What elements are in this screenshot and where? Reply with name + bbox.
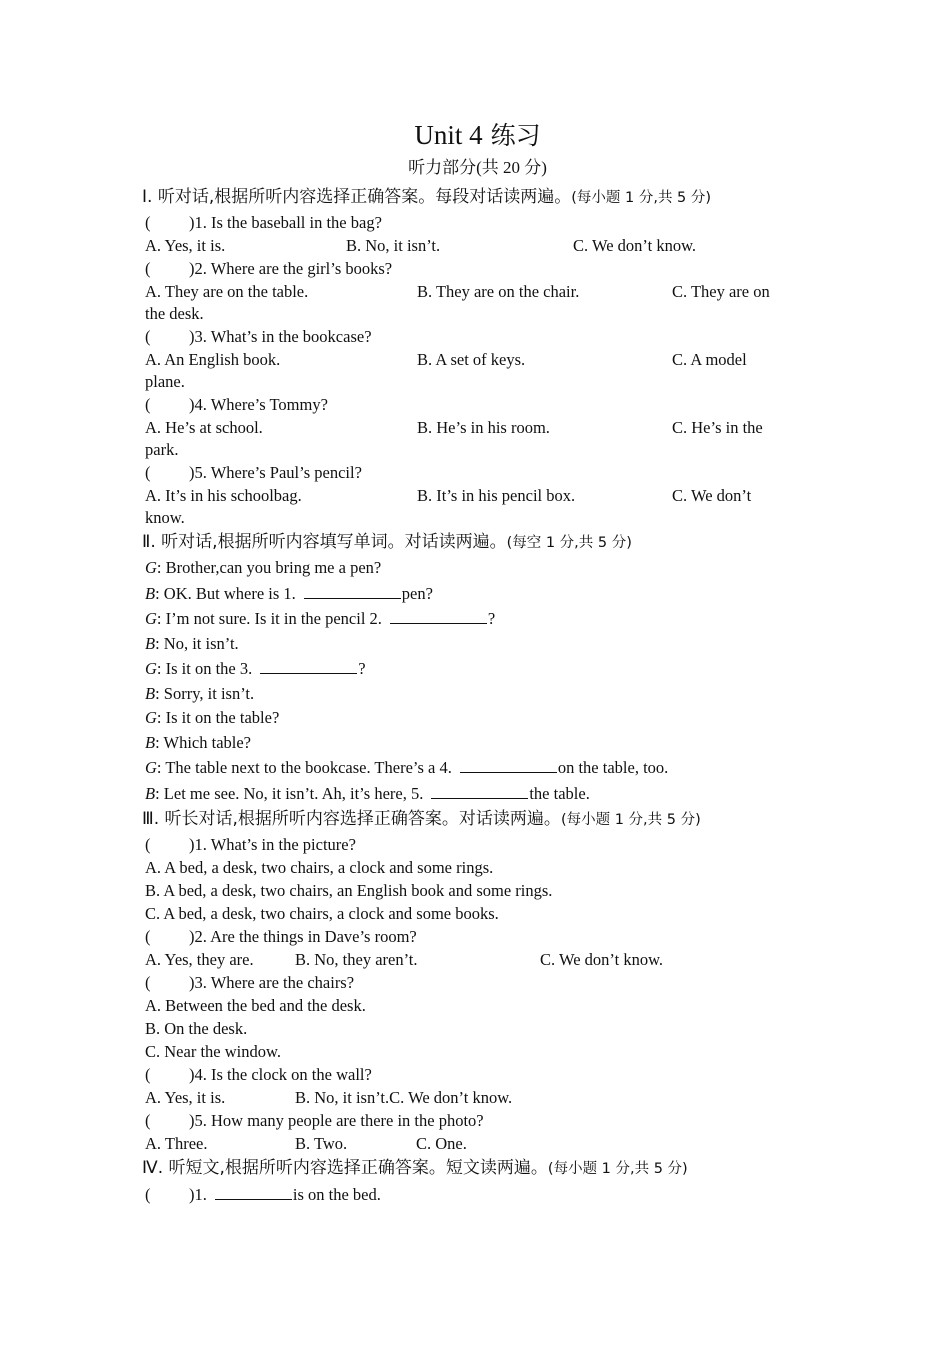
question-stem: )3. What’s in the bookcase? <box>189 327 372 346</box>
blank-s4-1[interactable] <box>215 1182 292 1200</box>
option-b: B. It’s in his pencil box. <box>417 486 576 505</box>
answer-paren[interactable]: ( <box>145 213 151 232</box>
speaker: B <box>145 732 156 752</box>
speaker: B <box>145 583 156 603</box>
option-c: C. One. <box>416 1134 467 1153</box>
question-stem: )2. Where are the girl’s books? <box>189 259 393 278</box>
blank-2[interactable] <box>390 606 487 624</box>
section-2-note: (每空 1 分,共 5 分) <box>506 535 632 551</box>
line-text: : I’m not sure. Is it in the pencil 2. <box>156 609 382 628</box>
option-c-continued: the desk. <box>145 304 204 323</box>
s1-question-2 <box>145 257 810 325</box>
answer-paren[interactable]: ( <box>145 463 151 482</box>
option-c: C. He’s in the <box>672 418 763 437</box>
line-text-after: ? <box>487 609 496 628</box>
section-2-heading <box>142 529 810 556</box>
subtitle-cn: 听力部分 <box>408 158 477 178</box>
option-c: C. A model <box>672 350 747 369</box>
dialogue-line <box>145 706 810 731</box>
section-4-heading <box>142 1155 810 1182</box>
subtitle-points: (共 20 分) <box>476 158 547 177</box>
option-b: B. They are on the chair. <box>417 282 580 301</box>
s1-question-5 <box>145 461 810 529</box>
dialogue-line <box>145 755 810 781</box>
question-stem: )1. What’s in the picture? <box>189 835 356 854</box>
page-title <box>145 118 810 153</box>
blank-5[interactable] <box>431 781 528 799</box>
section-3-note: (每小题 1 分,共 5 分) <box>560 812 701 828</box>
question-stem: )3. Where are the chairs? <box>189 973 355 992</box>
option-b: B. On the desk. <box>145 1019 248 1038</box>
option-b: B. No, it isn’t. <box>346 236 441 255</box>
dialogue-line <box>145 556 810 581</box>
section-2-title: Ⅱ. 听对话,根据所听内容填写单词。对话读两遍。 <box>142 532 507 552</box>
dialogue-line <box>145 632 810 657</box>
dialogue-line <box>145 581 810 607</box>
option-c: C. We don’t <box>672 486 752 505</box>
line-text: : OK. But where is 1. <box>155 583 296 603</box>
speaker: B <box>145 633 156 653</box>
answer-paren[interactable]: ( <box>145 1111 151 1130</box>
s3-question-4 <box>145 1063 810 1109</box>
line-text: : Let me see. No, it isn’t. Ah, it’s here, 5. <box>155 783 424 803</box>
option-a: A. Yes, they are. <box>145 950 254 969</box>
blank-3[interactable] <box>260 656 357 674</box>
option-c-continued: plane. <box>145 372 185 391</box>
blank-4[interactable] <box>460 755 557 773</box>
question-stem: )5. Where’s Paul’s pencil? <box>189 463 362 482</box>
question-stem: )4. Where’s Tommy? <box>189 395 328 414</box>
option-a: A. Three. <box>145 1134 208 1153</box>
option-a: A. Between the bed and the desk. <box>145 996 366 1015</box>
line-text: : Which table? <box>155 732 251 752</box>
dialogue-line <box>145 606 810 632</box>
worksheet-content <box>142 118 810 1206</box>
question-stem: )5. How many people are there in the photo? <box>189 1111 484 1130</box>
section-4-title: Ⅳ. 听短文,根据所听内容选择正确答案。短文读两遍。 <box>142 1158 548 1178</box>
option-b: B. He’s in his room. <box>417 418 550 437</box>
answer-paren[interactable]: ( <box>145 927 151 946</box>
option-b: B. A bed, a desk, two chairs, an English book and some rings. <box>145 881 553 900</box>
option-a: A. Yes, it is. <box>145 1088 226 1107</box>
speaker: G <box>145 609 157 628</box>
option-c-continued: know. <box>145 508 185 527</box>
blank-1[interactable] <box>304 581 401 599</box>
option-c: C. They are on <box>672 282 770 301</box>
dialogue-line <box>145 731 810 756</box>
title-cn: 练习 <box>490 121 541 150</box>
line-text: : Sorry, it isn’t. <box>155 683 255 703</box>
speaker: G <box>145 558 157 577</box>
s3-question-2 <box>145 925 810 971</box>
option-a: A. He’s at school. <box>145 418 263 437</box>
line-text: : Is it on the 3. <box>156 659 253 678</box>
answer-paren[interactable]: ( <box>145 835 151 854</box>
option-c: C. We don’t know. <box>540 950 664 969</box>
question-stem: )4. Is the clock on the wall? <box>189 1065 372 1084</box>
speaker: G <box>145 708 157 727</box>
answer-paren[interactable]: ( <box>145 259 151 278</box>
option-b: B. No, they aren’t. <box>295 950 418 969</box>
s3-question-1 <box>145 833 810 925</box>
s1-question-3 <box>145 325 810 393</box>
page-subtitle <box>145 155 810 181</box>
answer-paren[interactable]: ( <box>145 395 151 414</box>
line-text: : The table next to the bookcase. There’s a 4. <box>156 758 452 777</box>
answer-paren[interactable]: ( <box>145 327 151 346</box>
question-stem-after: is on the bed. <box>292 1185 381 1204</box>
speaker: B <box>145 783 156 803</box>
answer-paren[interactable]: ( <box>145 1065 151 1084</box>
answer-paren[interactable]: ( <box>145 1185 151 1204</box>
option-c: C. A bed, a desk, two chairs, a clock and some books. <box>145 904 499 923</box>
question-stem: )1. <box>189 1185 207 1204</box>
option-c: C. We don’t know. <box>573 236 697 255</box>
line-text-after: the table. <box>529 783 590 803</box>
dialogue-line <box>145 682 810 707</box>
option-b: B. A set of keys. <box>417 350 526 369</box>
s3-question-3 <box>145 971 810 1063</box>
speaker: B <box>145 683 156 703</box>
section-3-heading <box>142 806 810 833</box>
option-a: A. It’s in his schoolbag. <box>145 486 302 505</box>
line-text: : Is it on the table? <box>156 708 280 727</box>
dialogue-line <box>145 656 810 682</box>
dialogue-line <box>145 781 810 807</box>
option-b: B. Two. <box>295 1134 348 1153</box>
option-c: C. Near the window. <box>145 1042 281 1061</box>
speaker: G <box>145 659 157 678</box>
section-1-note: (每小题 1 分,共 5 分) <box>571 190 712 206</box>
question-stem: )1. Is the baseball in the bag? <box>189 213 382 232</box>
line-text-after: on the table, too. <box>557 758 669 777</box>
s1-question-4 <box>145 393 810 461</box>
s4-question-1 <box>145 1182 810 1206</box>
section-1-heading <box>142 184 810 211</box>
line-text-after: ? <box>358 659 366 678</box>
section-3-title: Ⅲ. 听长对话,根据所听内容选择正确答案。对话读两遍。 <box>142 809 561 829</box>
speaker: G <box>145 758 157 777</box>
option-a: A. An English book. <box>145 350 281 369</box>
answer-paren[interactable]: ( <box>145 973 151 992</box>
line-text: : Brother,can you bring me a pen? <box>156 558 382 577</box>
option-a: A. They are on the table. <box>145 282 309 301</box>
s1-question-1 <box>145 211 810 257</box>
s3-question-5 <box>145 1109 810 1155</box>
option-b-c: B. No, it isn’t.C. We don’t know. <box>295 1088 513 1107</box>
question-stem: )2. Are the things in Dave’s room? <box>189 927 417 946</box>
option-a: A. Yes, it is. <box>145 236 226 255</box>
title-en: Unit 4 <box>414 120 483 150</box>
section-4-note: (每小题 1 分,共 5 分) <box>547 1161 688 1177</box>
option-a: A. A bed, a desk, two chairs, a clock and some rings. <box>145 858 494 877</box>
section-1-title: Ⅰ. 听对话,根据所听内容选择正确答案。每段对话读两遍。 <box>142 187 572 207</box>
line-text-after: pen? <box>401 583 433 603</box>
line-text: : No, it isn’t. <box>155 633 239 653</box>
option-c-continued: park. <box>145 440 179 459</box>
